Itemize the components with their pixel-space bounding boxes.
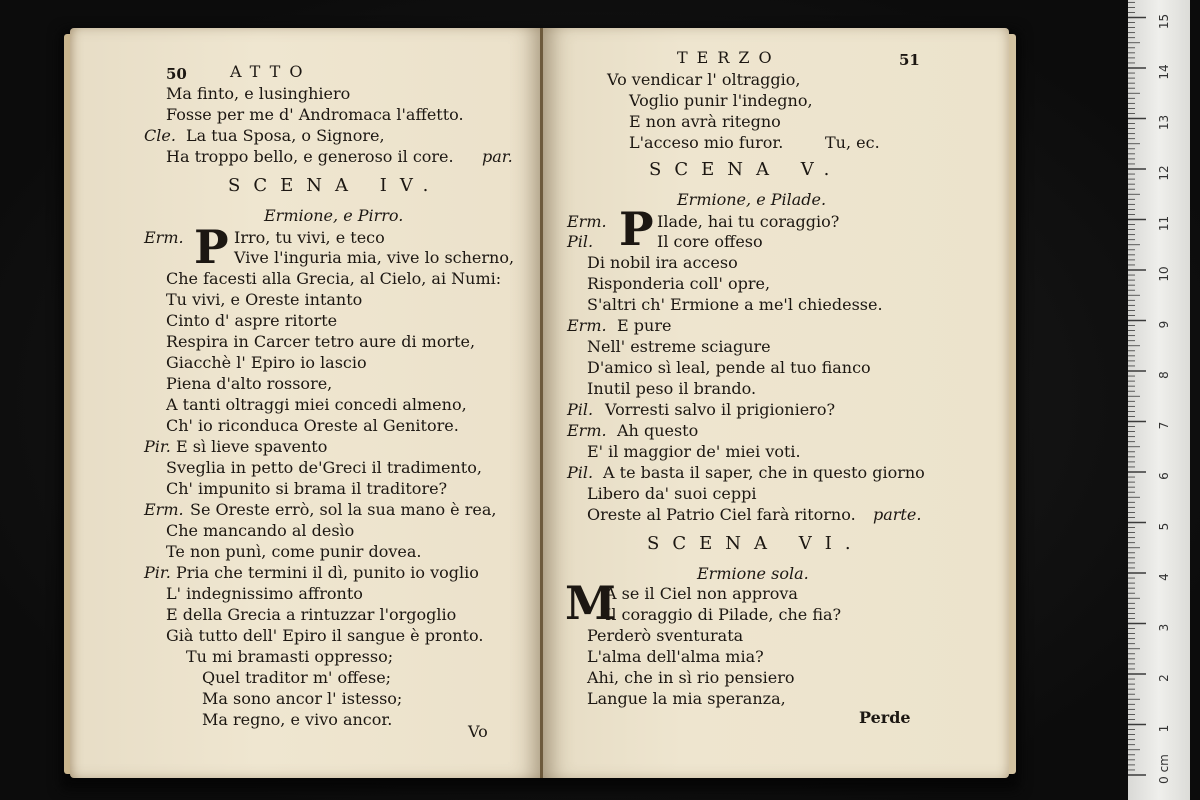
speaker-label: Pir. <box>144 437 171 456</box>
speaker-label: Erm. <box>567 212 607 231</box>
text-line: Ahi, che in sì rio pensiero <box>587 668 795 687</box>
page-number: 50 <box>166 65 187 83</box>
drop-cap: P <box>619 202 654 256</box>
text-line: Inutil peso il brando. <box>587 379 757 398</box>
text-line: Che mancando al desìo <box>166 521 355 540</box>
verse-line: Ma regno, e vivo ancor. <box>202 710 393 729</box>
text-line: E' il maggior de' miei voti. <box>587 442 801 461</box>
text-line: Ch' impunito si brama il traditore? <box>166 479 448 498</box>
text-line: L' indegnissimo affronto <box>166 584 363 603</box>
ruler-label: 3 <box>1157 623 1171 632</box>
text-line: S'altri ch' Ermione a me'l chiedesse. <box>587 295 883 314</box>
text-line: La tua Sposa, o Signore, <box>186 126 385 145</box>
ruler-label: 13 <box>1157 114 1171 131</box>
text-line: Ma finto, e lusinghiero <box>166 84 351 103</box>
text-line: D'amico sì leal, pende al tuo fianco <box>587 358 871 377</box>
text-line: Libero da' suoi ceppi <box>587 484 757 503</box>
text-line: Che facesti alla Grecia, al Cielo, ai Numi: <box>166 269 502 288</box>
text-line: Voglio punir l'indegno, <box>629 91 813 110</box>
drop-cap: M <box>565 576 616 630</box>
running-head: TERZO <box>677 48 781 67</box>
speaker-label: Erm. <box>144 228 184 247</box>
text-line: Irro, tu vivi, e teco <box>234 228 385 247</box>
stage-direction: parte. <box>873 505 922 524</box>
text-line: Vive l'inguria mia, vive lo scherno, <box>234 248 515 267</box>
ruler-label: 15 <box>1157 13 1171 30</box>
text-line: Di nobil ira acceso <box>587 253 738 272</box>
scene-characters: Ermione sola. <box>697 564 809 583</box>
text-line: A se il Ciel non approva <box>605 584 798 603</box>
text-line: A tanti oltraggi miei concedi almeno, <box>166 395 467 414</box>
text-line: Nell' estreme sciagure <box>587 337 771 356</box>
text-line: E della Grecia a rintuzzar l'orgoglio <box>166 605 457 624</box>
text-line: Ah questo <box>617 421 699 440</box>
ruler-label: 5 <box>1157 522 1171 531</box>
text-line: L'acceso mio furor. <box>629 133 784 152</box>
ruler-label: 8 <box>1157 371 1171 379</box>
catchword: Perde <box>859 708 911 727</box>
ruler-label: 4 <box>1157 573 1171 581</box>
text-line: Vo vendicar l' oltraggio, <box>607 70 801 89</box>
measuring-ruler <box>1128 0 1190 800</box>
text-line: Ch' io riconduca Oreste al Genitore. <box>166 416 459 435</box>
speaker-label: Pil. <box>567 400 594 419</box>
speaker-label: Pil. <box>567 463 594 482</box>
ruler-label: 14 <box>1157 64 1171 80</box>
scene-title: SCENA VI. <box>647 533 864 554</box>
text-line: Ha troppo bello, e generoso il core. <box>166 147 454 166</box>
ruler-label: 0 cm <box>1157 754 1171 784</box>
text-line: Te non punì, come punir dovea. <box>166 542 422 561</box>
text-line: A te basta il saper, che in questo giorno <box>603 463 925 482</box>
text-line: E pure <box>617 316 672 335</box>
text-line: Fosse per me d' Andromaca l'affetto. <box>166 105 464 124</box>
speaker-label: Pil. <box>567 232 594 251</box>
scene-title: SCENA IV. <box>228 175 442 196</box>
text-line: Perderò sventurata <box>587 626 744 645</box>
right-page <box>543 28 1009 778</box>
text-line: Ilade, hai tu coraggio? <box>657 212 840 231</box>
verse-line: Quel traditor m' offese; <box>202 668 392 687</box>
text-line: Vorresti salvo il prigioniero? <box>605 400 836 419</box>
page-number: 51 <box>899 51 920 69</box>
scene-characters: Ermione, e Pilade. <box>677 190 827 209</box>
ruler-label: 2 <box>1157 674 1171 682</box>
ruler-label: 7 <box>1157 421 1171 430</box>
ruler-label: 11 <box>1157 215 1171 232</box>
verse-line: Tu mi bramasti oppresso; <box>186 647 394 666</box>
scene-characters: Ermione, e Pirro. <box>264 206 404 225</box>
text-line: Piena d'alto rossore, <box>166 374 333 393</box>
text-line: Già tutto dell' Epiro il sangue è pronto. <box>166 626 484 645</box>
text-line: Il core offeso <box>657 232 763 251</box>
text-line: Se Oreste errò, sol la sua mano è rea, <box>190 500 497 519</box>
ruler-label: 10 <box>1157 266 1171 282</box>
stage-direction: par. <box>482 147 513 166</box>
verse-line: Ma sono ancor l' istesso; <box>202 689 403 708</box>
text-line: Pria che termini il dì, punito io voglio <box>176 563 479 582</box>
text-line: Tu, ec. <box>825 133 880 152</box>
speaker-label: Erm. <box>144 500 184 519</box>
scene-title: SCENA V. <box>649 159 843 180</box>
text-line: Respira in Carcer tetro aure di morte, <box>166 332 476 351</box>
catchword: Vo <box>468 722 488 741</box>
text-line: Langue la mia speranza, <box>587 689 786 708</box>
speaker-label: Erm. <box>567 316 607 335</box>
text-line: L'alma dell'alma mia? <box>587 647 764 666</box>
text-line: Il coraggio di Pilade, che fia? <box>605 605 842 624</box>
ruler-scale <box>1128 0 1190 800</box>
text-line: E non avrà ritegno <box>629 112 781 131</box>
text-line: E sì lieve spavento <box>176 437 328 456</box>
ruler-label: 9 <box>1157 320 1171 329</box>
text-line: Giacchè l' Epiro io lascio <box>166 353 367 372</box>
ruler-label: 12 <box>1157 165 1171 181</box>
left-page <box>70 28 542 778</box>
text-line: Risponderia coll' opre, <box>587 274 771 293</box>
text-line: Cinto d' aspre ritorte <box>166 311 338 330</box>
ruler-label: 6 <box>1157 472 1171 480</box>
speaker-label: Erm. <box>567 421 607 440</box>
ruler-label: 1 <box>1157 724 1171 733</box>
speaker-label: Pir. <box>144 563 171 582</box>
running-head: ATTO <box>230 62 312 81</box>
text-line: Sveglia in petto de'Greci il tradimento, <box>166 458 482 477</box>
drop-cap: P <box>194 220 229 274</box>
speaker-label: Cle. <box>144 126 176 145</box>
text-line: Oreste al Patrio Ciel farà ritorno. <box>587 505 856 524</box>
text-line: Tu vivi, e Oreste intanto <box>166 290 363 309</box>
